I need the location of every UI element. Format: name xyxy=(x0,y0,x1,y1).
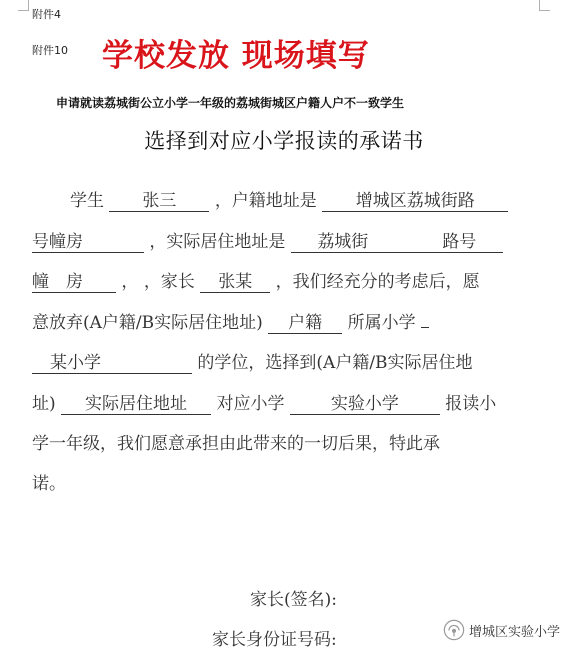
text-belonging-school: 所属小学 xyxy=(347,313,416,333)
residence-road-text: 路号 xyxy=(442,232,477,252)
body-line-8 xyxy=(32,469,66,494)
body-line-1 xyxy=(70,186,508,212)
school-distribution-banner: 学校发放 现场填写 xyxy=(102,38,370,74)
text-corresponding-school: 对应小学 xyxy=(216,394,285,414)
wechat-official-account-icon xyxy=(443,619,465,641)
attachment-label-4: 附件4 xyxy=(32,8,61,21)
watermark-text: 增城区实验小学 xyxy=(468,624,560,640)
text-considered: ，我们经充分的考虑后，愿 xyxy=(275,272,480,292)
body-line-6 xyxy=(32,389,496,415)
attachment-label-10: 附件10 xyxy=(32,44,68,57)
parent-name-field: 张某 xyxy=(200,272,270,293)
text-enroll: 报读小 xyxy=(445,394,497,414)
document-title: 选择到对应小学报读的承诺书 xyxy=(144,129,424,153)
parent-signature-label: 家长(签名): xyxy=(250,590,337,610)
student-name-field: 张三 xyxy=(109,191,209,212)
abandoned-school-field: 某小学 xyxy=(32,353,192,374)
text-promise: 诺。 xyxy=(32,474,66,494)
body-line-5 xyxy=(32,348,473,374)
document-subtitle: 申请就读荔城街公立小学一年级的荔城街城区户籍人户不一致学生 xyxy=(56,96,405,110)
abandoned-option-field: 户籍 xyxy=(268,313,342,334)
crop-mark-top-left xyxy=(18,0,29,11)
text-household-address: ，户籍地址是 xyxy=(214,191,317,211)
body-line-2 xyxy=(32,227,503,253)
chosen-option-field: 实际居住地址 xyxy=(61,394,211,415)
text-address-close: 址) xyxy=(32,394,56,414)
household-address-field-2: 号幢房 xyxy=(32,232,144,253)
text-parent: ，家长 xyxy=(143,272,195,292)
residence-street-text: 荔城街 xyxy=(317,232,369,252)
residence-address-field-3: ， xyxy=(121,272,139,292)
household-address-field-1: 增城区荔城街路 xyxy=(322,191,508,212)
residence-address-field-1 xyxy=(291,232,503,253)
body-line-4 xyxy=(32,308,429,334)
text-choose: 的学位，选择到(A户籍/B实际居住地 xyxy=(197,353,473,373)
text-residence-address: ，实际居住地址是 xyxy=(149,232,286,252)
body-line-3 xyxy=(32,267,480,293)
watermark xyxy=(443,619,560,641)
body-line-7 xyxy=(32,429,440,454)
abandoned-school-underline-end xyxy=(421,327,429,328)
text-abandon-option: 意放弃(A户籍/B实际居住地址) xyxy=(32,313,263,333)
text-first-grade: 学一年级，我们愿意承担由此带来的一切后果，特此承 xyxy=(32,434,440,454)
crop-mark-top-right xyxy=(539,0,550,11)
residence-address-field-2: 幢 房 xyxy=(32,272,116,293)
text-student: 学生 xyxy=(70,191,104,211)
parent-id-label: 家长身份证号码: xyxy=(212,630,337,650)
chosen-school-field: 实验小学 xyxy=(290,394,440,415)
